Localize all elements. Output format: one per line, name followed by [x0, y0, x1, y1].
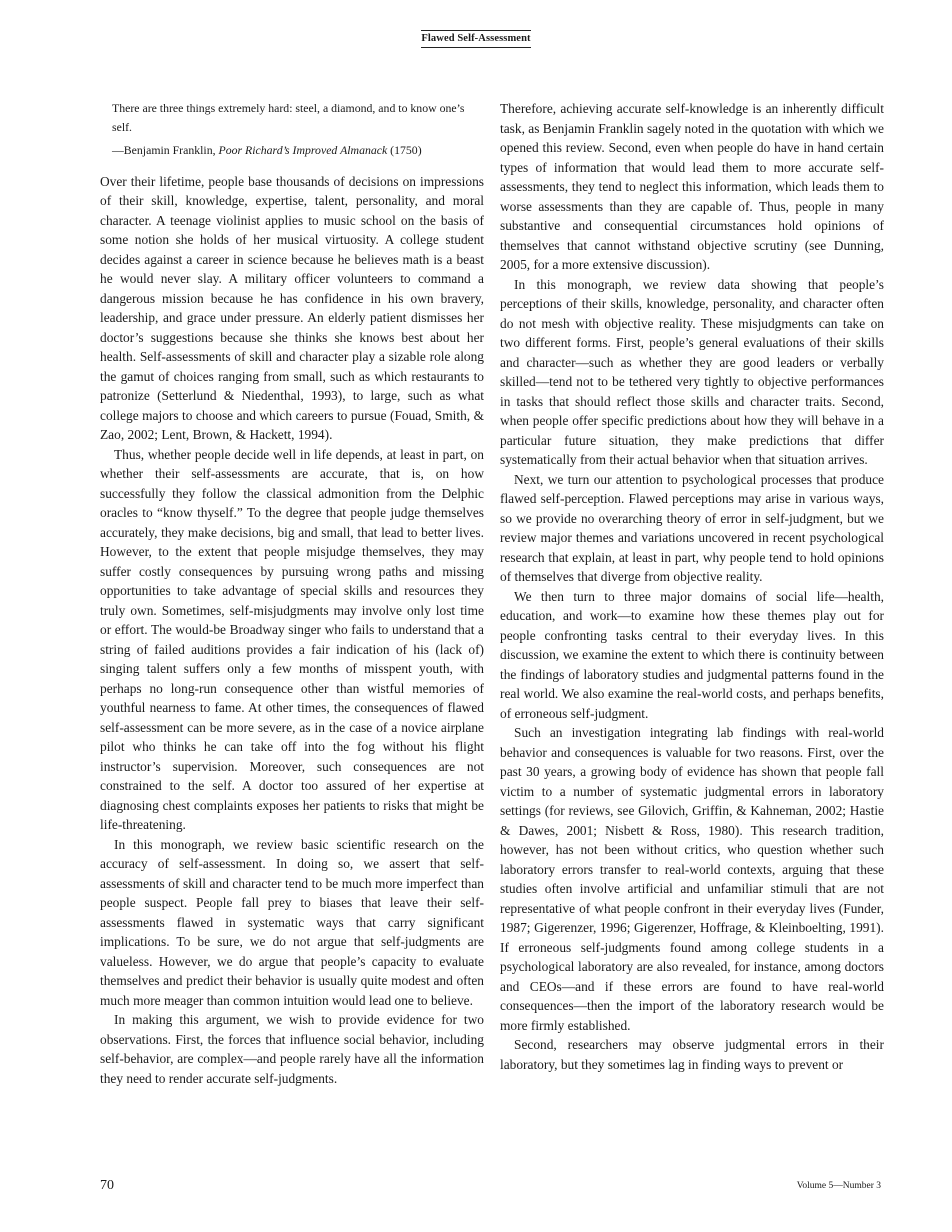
- epigraph-quote: There are three things extremely hard: steel, a diamond, and to know one’s self.: [112, 101, 465, 134]
- left-paragraph-4: In making this argument, we wish to provide evidence for two observations. First, the forces that influence social behavior, including self-behavior, are complex—and people rarely have all the information they need to render accurate self-judgments.: [100, 1012, 484, 1086]
- attribution-prefix: —Benjamin Franklin,: [112, 143, 219, 157]
- running-title: Flawed Self-Assessment: [421, 30, 530, 48]
- right-paragraph-3: Next, we turn our attention to psychological processes that produce flawed self-perception. Flawed perceptions may arise in various ways, so we provide no overarching theory of error in self-judgment, but we review major themes and variations uncovered in recent psychological research that explain, at least in part, why people tend to hold opinions of themselves that diverge from objective reality.: [500, 471, 884, 584]
- running-header: [0, 28, 952, 48]
- volume-info: Volume 5—Number 3: [796, 1181, 881, 1191]
- right-column: [500, 99, 884, 1074]
- left-column: [100, 99, 484, 1088]
- right-paragraph-6: Second, researchers may observe judgmental errors in their laboratory, but they sometimes lag in finding ways to prevent or: [500, 1037, 884, 1072]
- left-paragraph-2: Thus, whether people decide well in life depends, at least in part, on whether their self-assessments are accurate, that is, on how successfully they follow the classical admonition from the Delphic oracles to “know thyself.” To the degree that people judge themselves accurately, they make decisions, big and small, that lead to better lives. However, to the extent that people misjudge themselves, they may suffer costly consequences by pursuing wrong paths and missing opportunities to take advantage of special skills and resources they truly own. Sometimes, self-misjudgments may involve only lost time or effort. The would-be Broadway singer who fails to understand that a string of failed auditions provides a fair indication of his (lack of) singing talent suffers only a few months of misspent youth, with perhaps no long-run consequence other than wistful memories of youthful nearness to fame. At other times, the consequences of flawed self-assessment can be more severe, as in the case of a novice airplane pilot who thinks he can take off into the fog without his flight instructor’s supervision. Moreover, such consequences are not constrained to the self. A doctor too assured of her expertise at diagnosing chest complaints exposes her patients to risks that might be life-threatening.: [100, 446, 484, 832]
- page-number: 70: [100, 1178, 114, 1193]
- right-paragraph-5: Such an investigation integrating lab findings with real-world behavior and consequences is valuable for two reasons. First, over the past 30 years, a growing body of evidence has shown that people fall victim to a number of systematic judgmental errors in laboratory settings (for reviews, see Gilovich, Griffin, & Kahneman, 2002; Hastie & Dawes, 2001; Nisbett & Ross, 1980). This research tradition, however, has not been without critics, who question whether such laboratory errors transfer to real-world contexts, arguing that these studies often involve artificial and unfamiliar stimuli that are not representative of what people confront in their everyday lives (Funder, 1987; Gigerenzer, 1996; Gigerenzer, Hoffrage, & Kleinboelting, 1991). If erroneous self-judgments found among college students in a psychological laboratory are also revealed, for instance, among doctors and CEOs—and if these errors are found to have real-world consequences—then the import of the laboratory research would be more firmly established.: [500, 725, 884, 1033]
- right-paragraph-2: In this monograph, we review data showing that people’s perceptions of their skills, knowledge, personality, and character often do not mesh with objective reality. These misjudgments can take on two different forms. First, people’s general evaluations of their skills and character—such as whether they are good leaders or verbally skilled—tend not to be tethered very tightly to objective performances in tasks that should reflect those skills and character traits. Second, when people offer specific predictions about how they will behave in a particular future situation, they make predictions that differ systematically from their actual behavior when that situation arrives.: [500, 276, 884, 467]
- attribution-title: Poor Richard’s Improved Almanack: [218, 143, 388, 157]
- epigraph-attribution: [112, 141, 466, 160]
- attribution-year: (1750): [387, 143, 422, 157]
- right-paragraph-4: We then turn to three major domains of social life—health, education, and work—to examine how these themes play out for people confronting tasks central to their everyday lives. In this discussion, we examine the extent to which there is continuity between the findings of laboratory studies and judgmental patterns found in the real world. We also examine the real-world costs, and perhaps benefits, of erroneous self-judgment.: [500, 588, 884, 721]
- epigraph: [112, 99, 466, 160]
- left-paragraph-1: Over their lifetime, people base thousands of decisions on impressions of their skill, knowledge, expertise, talent, personality, and moral character. A teenage violinist applies to music school on the basis of some notion she holds of her musical virtuosity. A college student decides against a career in science because he believes math is a beast he would never slay. A military officer volunteers to command a dangerous mission because he has confidence in his own bravery, leadership, and grace under pressure. An elderly patient dismisses her doctor’s suggestions because she thinks she knows best about her health. Self-assessments of skill and character play a sizable role along the gamut of choices ranging from small, such as which restaurants to patronize (Setterlund & Niedenthal, 1993), to large, such as what college majors to choose and which careers to pursue (Fouad, Smith, & Zao, 2002; Lent, Brown, & Hackett, 1994).: [100, 173, 484, 442]
- right-paragraph-1: Therefore, achieving accurate self-knowledge is an inherently difficult task, as Benjamin Franklin sagely noted in the quotation with which we opened this review. Second, even when people do have in hand certain types of information that would lead them to more accurate self-assessments, they tend to neglect this information, which leads them to worse assessments than they are capable of. Thus, people in many substantive and consequential circumstances hold opinions of themselves that cannot withstand objective scrutiny (see Dunning, 2005, for a more extensive discussion).: [500, 101, 884, 272]
- left-paragraph-3: In this monograph, we review basic scientific research on the accuracy of self-assessment. In doing so, we assert that self-assessments of skill and character tend to be much more imperfect than people suspect. People fall prey to biases that leave their self-assessments flawed in systematic ways that carry significant implications. To be sure, we do not argue that self-judgments are valueless. However, we do argue that people’s capacity to evaluate themselves and predict their behavior is usually quite modest and often much more meager than common intuition would lead one to believe.: [100, 836, 484, 1008]
